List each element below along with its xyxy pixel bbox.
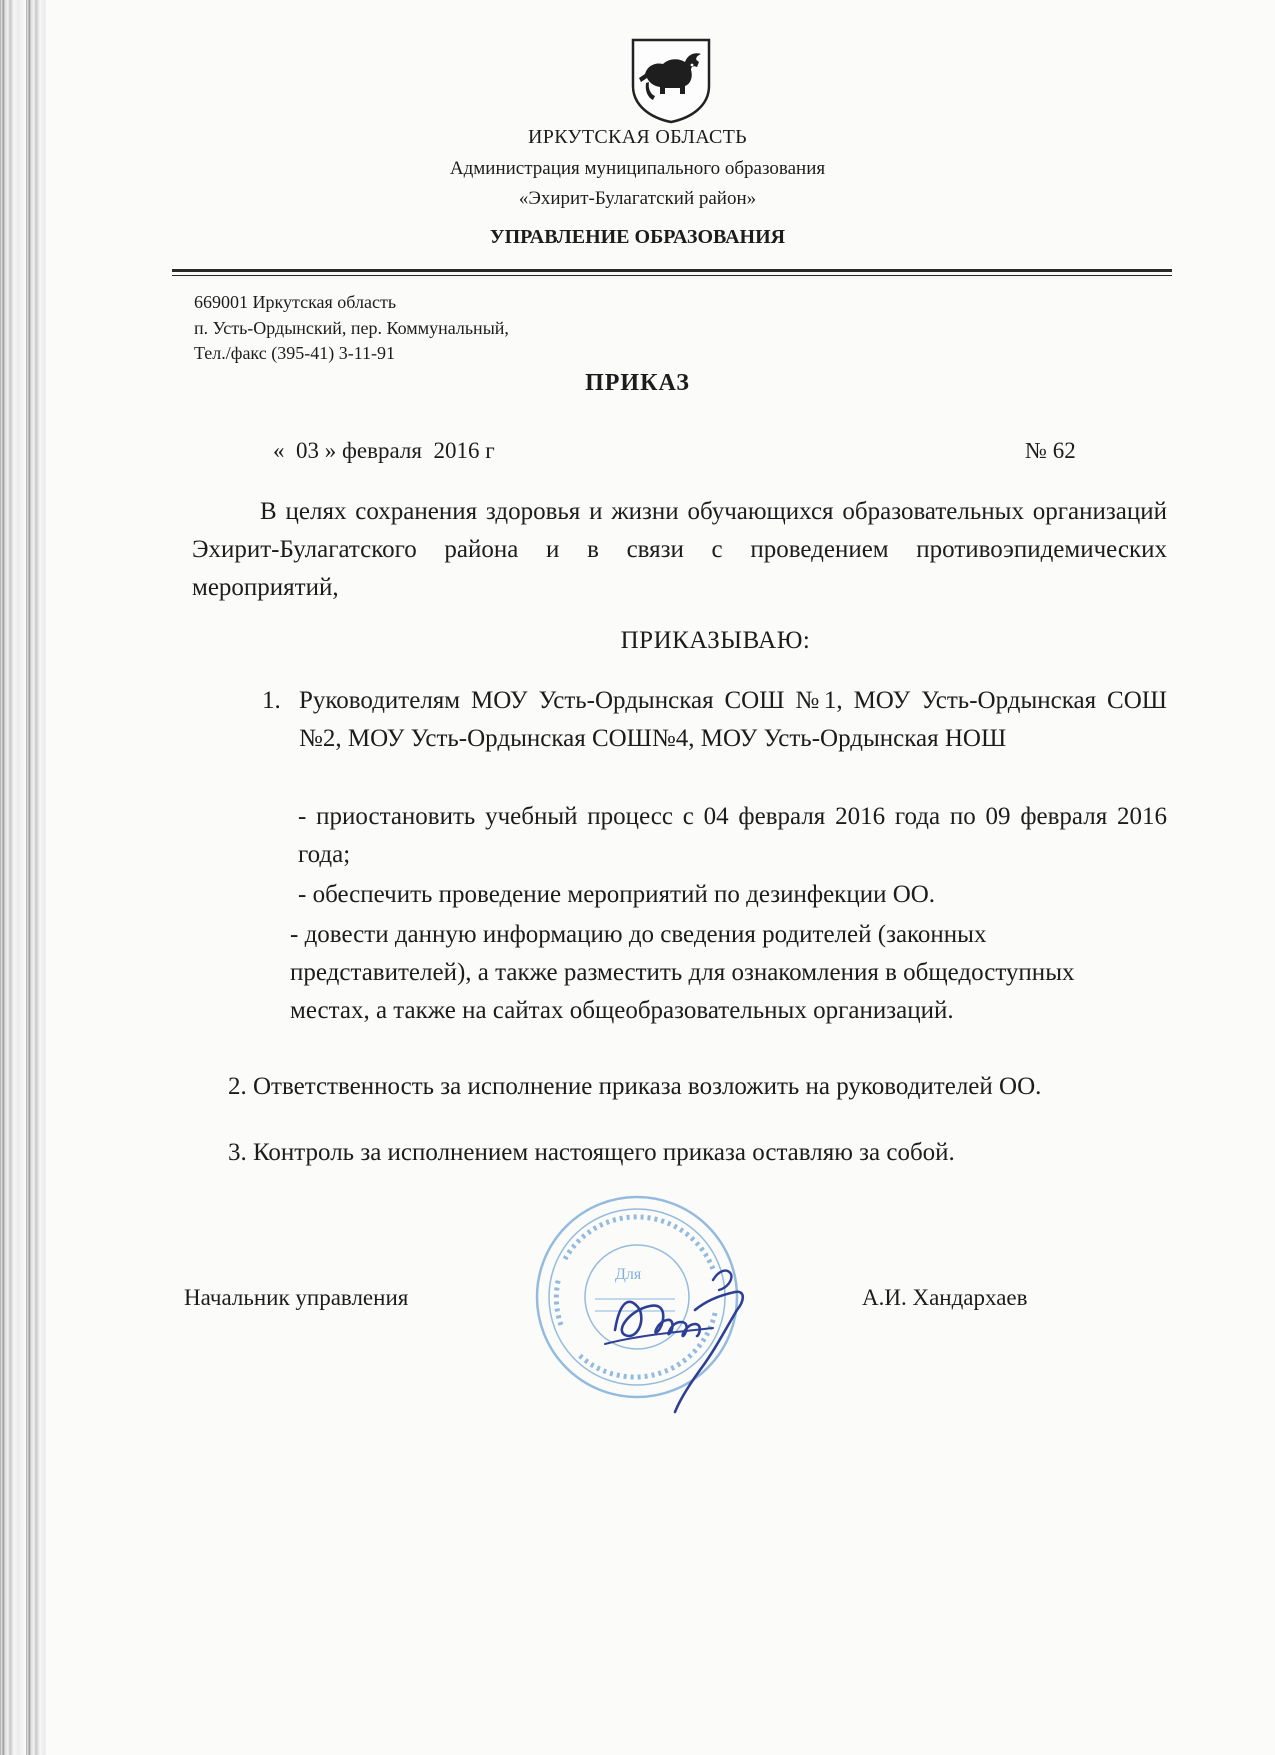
scan-edge-shadow (0, 0, 46, 1755)
subitem-disinfection: - обеспечить проведение мероприятий по дезинфекции ОО. (298, 881, 936, 908)
subitem-inform-parents: - довести данную информацию до сведения родителей (законных представителей), а также разместить для ознакомления в общедоступных местах, а также на сайтах общеобразовательных организаций. (290, 921, 1075, 1024)
address-line: п. Усть-Ордынский, пер. Коммунальный, (194, 318, 509, 338)
phone-line: Тел./факс (395-41) 3-11-91 (194, 343, 396, 363)
signatory-role: Начальник управления (184, 1285, 409, 1310)
address-line: 669001 Иркутская область (194, 292, 397, 312)
administration-name: Администрация муниципального образования (449, 158, 826, 179)
item-text: Руководителям МОУ Усть-Ордынская СОШ №1, МОУ Усть-Ордынская СОШ №2, МОУ Усть-Ордынская СОШ№4, МОУ Усть-Ордынская НОШ (299, 687, 1167, 752)
order-heading: ПРИКАЗЫВАЮ: (620, 627, 811, 654)
item-number: 1. (262, 687, 281, 714)
irkutsk-coat-of-arms-icon (625, 34, 717, 126)
document-title: ПРИКАЗ (585, 370, 690, 396)
region-name: ИРКУТСКАЯ ОБЛАСТЬ (528, 126, 747, 148)
stamp-text: Для (615, 1266, 642, 1283)
handwritten-signature (595, 1240, 795, 1420)
order-date: « 03 » февраля 2016 г (273, 438, 495, 463)
header-divider-thick (172, 269, 1172, 272)
signatory-name: А.И. Хандархаев (862, 1285, 1028, 1310)
department-name: УПРАВЛЕНИЕ ОБРАЗОВАНИЯ (489, 226, 786, 248)
subitem-suspend-classes: - приостановить учебный процесс с 04 февраля 2016 года по 09 февраля 2016 года; (298, 803, 1167, 868)
preamble-paragraph: В целях сохранения здоровья и жизни обучающихся образовательных организаций Эхирит-Булагатского района и в связи с проведением противоэпидемических мероприятий, (192, 498, 1167, 601)
order-item-2: 2. Ответственность за исполнение приказа возложить на руководителей ОО. (228, 1073, 1042, 1100)
district-name: «Эхирит-Булагатский район» (518, 188, 757, 209)
header-divider-thin (172, 275, 1172, 276)
order-number: № 62 (1025, 438, 1076, 463)
order-item-3: 3. Контроль за исполнением настоящего приказа оставляю за собой. (228, 1139, 955, 1166)
